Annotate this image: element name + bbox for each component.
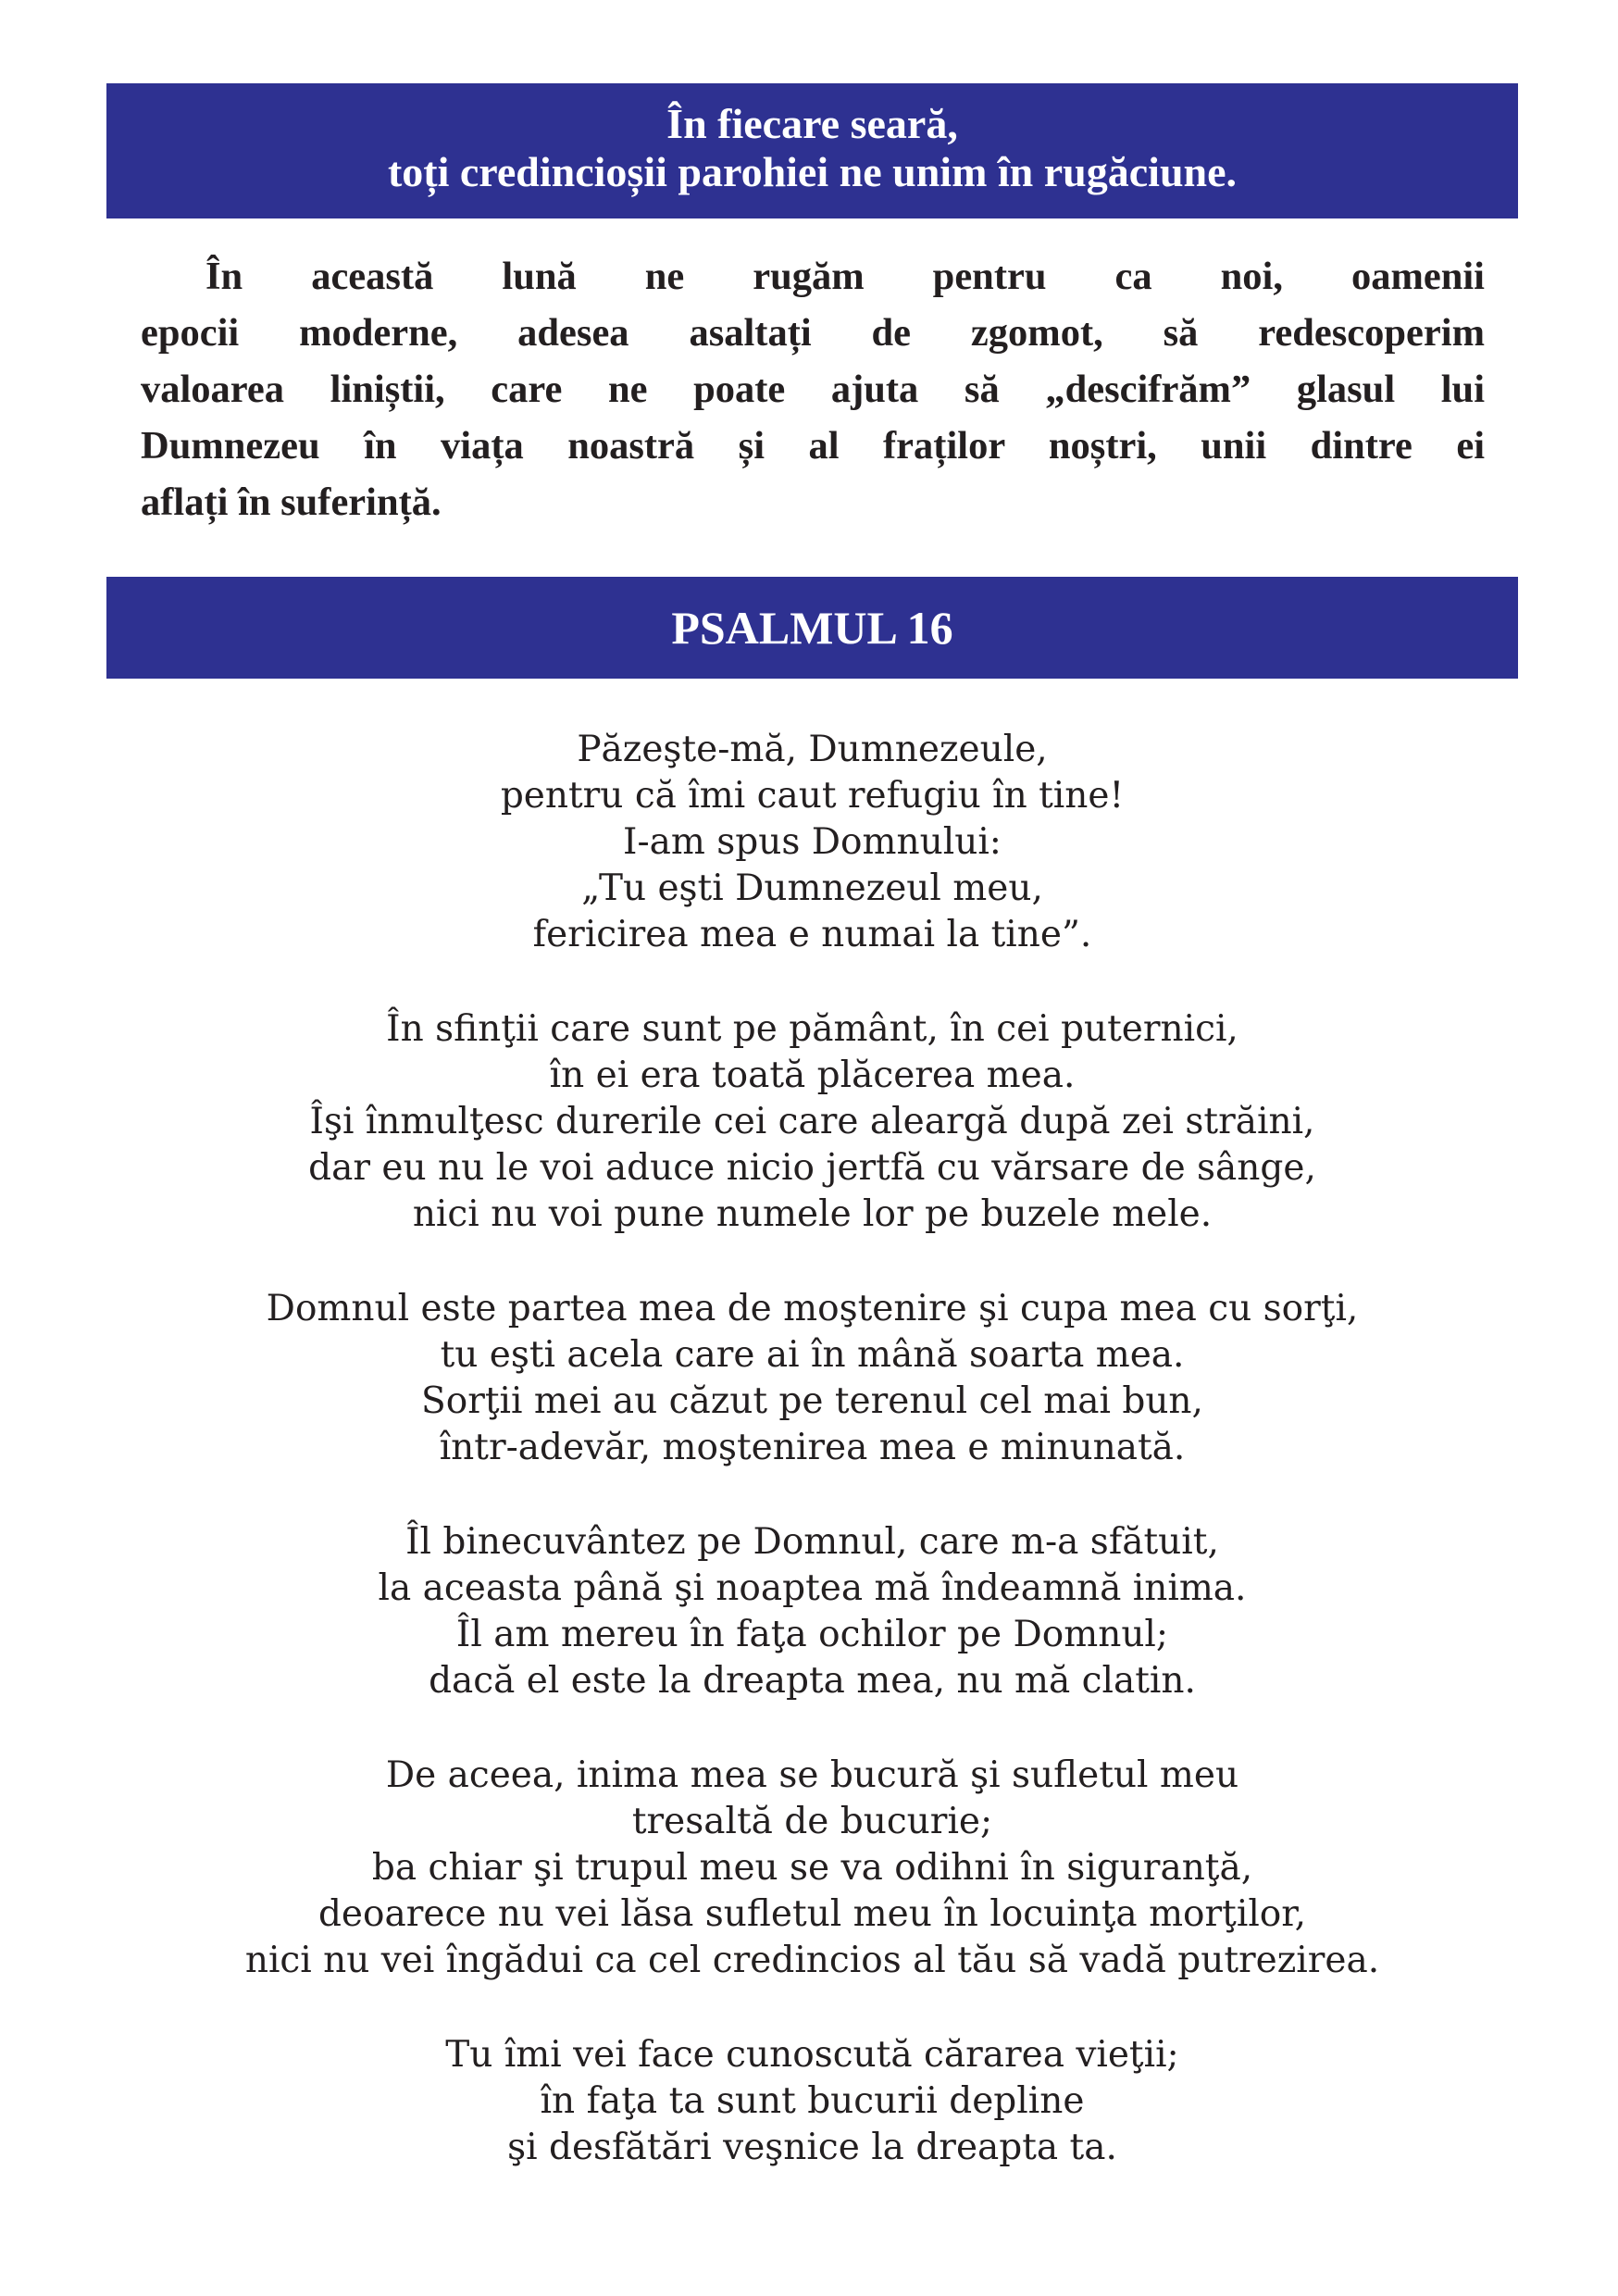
psalm-verse: şi desfătări veşnice la dreapta ta. bbox=[507, 2127, 1117, 2168]
psalm-title-banner bbox=[106, 577, 1518, 679]
psalm-verse: fericirea mea e numai la tine”. bbox=[532, 914, 1092, 955]
psalm-verse: dacă el este la dreapta mea, nu mă clatin. bbox=[429, 1660, 1196, 1702]
psalm-verse: tresaltă de bucurie; bbox=[631, 1801, 993, 1842]
psalm-verse: la aceasta până şi noaptea mă îndeamnă inima. bbox=[378, 1567, 1247, 1609]
psalm-stanza-1 bbox=[106, 727, 1518, 958]
psalm-verse: ba chiar şi trupul meu se va odihni în siguranţă, bbox=[371, 1847, 1253, 1889]
psalm-verse: tu eşti acela care ai în mână soarta mea. bbox=[440, 1334, 1185, 1376]
psalm-verse: „Tu eşti Dumnezeul meu, bbox=[581, 867, 1043, 909]
psalm-stanza-6 bbox=[106, 2032, 1518, 2171]
psalm-verse: în faţa ta sunt bucurii depline bbox=[540, 2080, 1085, 2122]
psalm-stanza-2 bbox=[106, 1006, 1518, 1238]
intro-line-4: Dumnezeu în viața noastră și al fraților noștri, unii dintre ei bbox=[141, 424, 1485, 468]
psalm-verse: Tu îmi vei face cunoscută cărarea vieţii; bbox=[445, 2034, 1179, 2076]
header-banner bbox=[106, 83, 1518, 218]
psalm-verse: I-am spus Domnului: bbox=[623, 821, 1002, 863]
psalm-verse: într-adevăr, moştenirea mea e minunată. bbox=[439, 1427, 1186, 1468]
psalm-verse: dar eu nu le voi aduce nicio jertfă cu vărsare de sânge, bbox=[308, 1147, 1316, 1189]
psalm-verse: Sorţii mei au căzut pe terenul cel mai bun, bbox=[421, 1380, 1203, 1422]
psalm-text bbox=[106, 727, 1518, 2219]
psalm-title: PSALMUL 16 bbox=[671, 602, 953, 654]
psalm-verse: Păzeşte-mă, Dumnezeule, bbox=[577, 729, 1048, 770]
psalm-verse: deoarece nu vei lăsa sufletul meu în locuinţa morţilor, bbox=[317, 1893, 1307, 1935]
psalm-verse: Îl am mereu în faţa ochilor pe Domnul; bbox=[455, 1614, 1169, 1655]
header-line-2: toți credincioșii parohiei ne unim în rugăciune. bbox=[387, 148, 1238, 195]
header-line-1: În fiecare seară, bbox=[666, 100, 958, 147]
psalm-verse: în ei era toată plăcerea mea. bbox=[549, 1054, 1076, 1096]
psalm-stanza-5 bbox=[106, 1753, 1518, 1984]
psalm-verse: nici nu voi pune numele lor pe buzele mele. bbox=[412, 1193, 1213, 1235]
psalm-verse: Îl binecuvântez pe Domnul, care m-a sfătuit, bbox=[405, 1521, 1219, 1563]
psalm-verse: Domnul este partea mea de moştenire şi cupa mea cu sorţi, bbox=[266, 1288, 1359, 1329]
psalm-verse: pentru că îmi caut refugiu în tine! bbox=[500, 775, 1125, 817]
intro-paragraph bbox=[141, 248, 1485, 530]
intro-line-3: valoarea liniștii, care ne poate ajuta să „descifrăm” glasul lui bbox=[141, 368, 1485, 411]
psalm-verse: Îşi înmulţesc durerile cei care aleargă după zei străini, bbox=[309, 1101, 1315, 1142]
psalm-verse: De aceea, inima mea se bucură şi sufletul meu bbox=[385, 1754, 1239, 1796]
psalm-stanza-4 bbox=[106, 1519, 1518, 1704]
intro-line-2: epocii moderne, adesea asaltați de zgomot, să redescoperim bbox=[141, 311, 1485, 355]
psalm-stanza-3 bbox=[106, 1286, 1518, 1471]
intro-line-5: aflați în suferință. bbox=[141, 480, 442, 524]
psalm-verse: În sfinţii care sunt pe pământ, în cei puternici, bbox=[386, 1008, 1238, 1050]
psalm-verse: nici nu vei îngădui ca cel credincios al tău să vadă putrezirea. bbox=[244, 1940, 1380, 1981]
intro-line-1: În această lună ne rugăm pentru ca noi, oamenii bbox=[205, 255, 1485, 298]
